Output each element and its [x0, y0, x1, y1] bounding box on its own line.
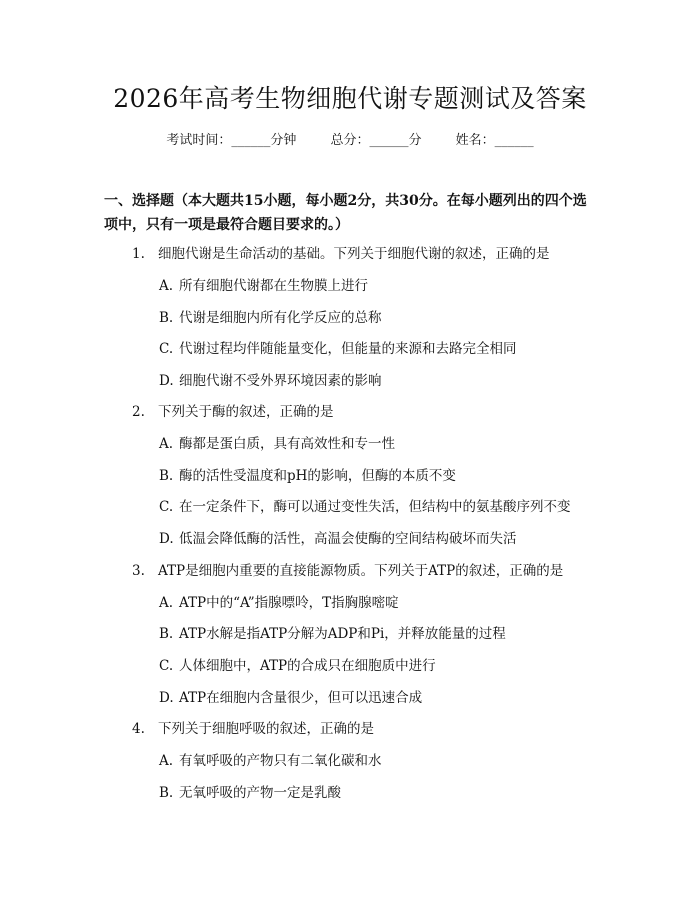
- option-letter: A.: [159, 278, 174, 294]
- question-stem: [132, 244, 602, 264]
- question-text: ATP是细胞内重要的直接能源物质。下列关于ATP的叙述，正确的是: [158, 563, 564, 579]
- option-text: 代谢过程均伴随能量变化，但能量的来源和去路完全相同: [179, 341, 517, 357]
- option-letter: D.: [159, 373, 174, 389]
- total-score-field: 总分：______分: [330, 133, 422, 148]
- question-text: 细胞代谢是生命活动的基础。下列关于细胞代谢的叙述，正确的是: [158, 246, 550, 262]
- option-text: 酶的活性受温度和pH的影响，但酶的本质不变: [179, 468, 456, 484]
- option-text: ATP在细胞内含量很少，但可以迅速合成: [179, 690, 423, 706]
- answer-option: [159, 529, 599, 549]
- question-number: 4.: [132, 721, 145, 737]
- answer-option: [159, 434, 599, 454]
- option-letter: C.: [159, 658, 174, 674]
- answer-option: [159, 339, 599, 359]
- option-letter: B.: [159, 785, 174, 801]
- answer-option: [159, 751, 599, 771]
- question-text: 下列关于酶的叙述，正确的是: [158, 404, 334, 420]
- exam-title: 2026年高考生物细胞代谢专题测试及答案: [113, 84, 587, 113]
- option-text: 酶都是蛋白质，具有高效性和专一性: [179, 436, 395, 452]
- question-stem: [132, 719, 602, 739]
- option-text: 人体细胞中，ATP的合成只在细胞质中进行: [179, 658, 436, 674]
- answer-option: [159, 593, 599, 613]
- option-text: 所有细胞代谢都在生物膜上进行: [179, 278, 368, 294]
- option-text: ATP中的“A”指腺嘌呤，T指胸腺嘧啶: [179, 595, 399, 611]
- question-number: 1.: [132, 246, 145, 262]
- answer-option: [159, 656, 599, 676]
- student-name-field: 姓名：______: [455, 133, 534, 148]
- answer-option: [159, 497, 599, 517]
- option-letter: A.: [159, 753, 174, 769]
- answer-option: [159, 624, 599, 644]
- question-text: 下列关于细胞呼吸的叙述，正确的是: [158, 721, 374, 737]
- answer-option: [159, 276, 599, 296]
- option-text: 无氧呼吸的产物一定是乳酸: [179, 785, 341, 801]
- section-heading: 一、选择题（本大题共15小题，每小题2分，共30分。在每小题列出的四个选项中，只有一项是最符合题目要求的。）: [104, 193, 587, 233]
- option-letter: A.: [159, 436, 174, 452]
- option-text: 在一定条件下，酶可以通过变性失活，但结构中的氨基酸序列不变: [179, 499, 571, 515]
- option-text: 代谢是细胞内所有化学反应的总称: [179, 310, 382, 326]
- answer-option: [159, 466, 599, 486]
- option-text: 细胞代谢不受外界环境因素的影响: [179, 373, 382, 389]
- question-number: 3.: [132, 563, 145, 579]
- option-letter: C.: [159, 499, 174, 515]
- answer-option: [159, 371, 599, 391]
- option-letter: C.: [159, 341, 174, 357]
- option-text: 有氧呼吸的产物只有二氧化碳和水: [179, 753, 382, 769]
- question-number: 2.: [132, 404, 145, 420]
- answer-option: [159, 688, 599, 708]
- exam-time-field: 考试时间：______分钟: [166, 133, 297, 148]
- option-text: 低温会降低酶的活性，高温会使酶的空间结构破坏而失活: [179, 531, 517, 547]
- answer-option: [159, 308, 599, 328]
- exam-meta: [0, 131, 700, 151]
- option-letter: D.: [159, 531, 174, 547]
- option-letter: D.: [159, 690, 174, 706]
- option-letter: A.: [159, 595, 174, 611]
- question-stem: [132, 402, 602, 422]
- option-letter: B.: [159, 468, 174, 484]
- option-text: ATP水解是指ATP分解为ADP和Pi，并释放能量的过程: [179, 626, 506, 642]
- answer-option: [159, 783, 599, 803]
- question-stem: [132, 561, 602, 581]
- option-letter: B.: [159, 626, 174, 642]
- option-letter: B.: [159, 310, 174, 326]
